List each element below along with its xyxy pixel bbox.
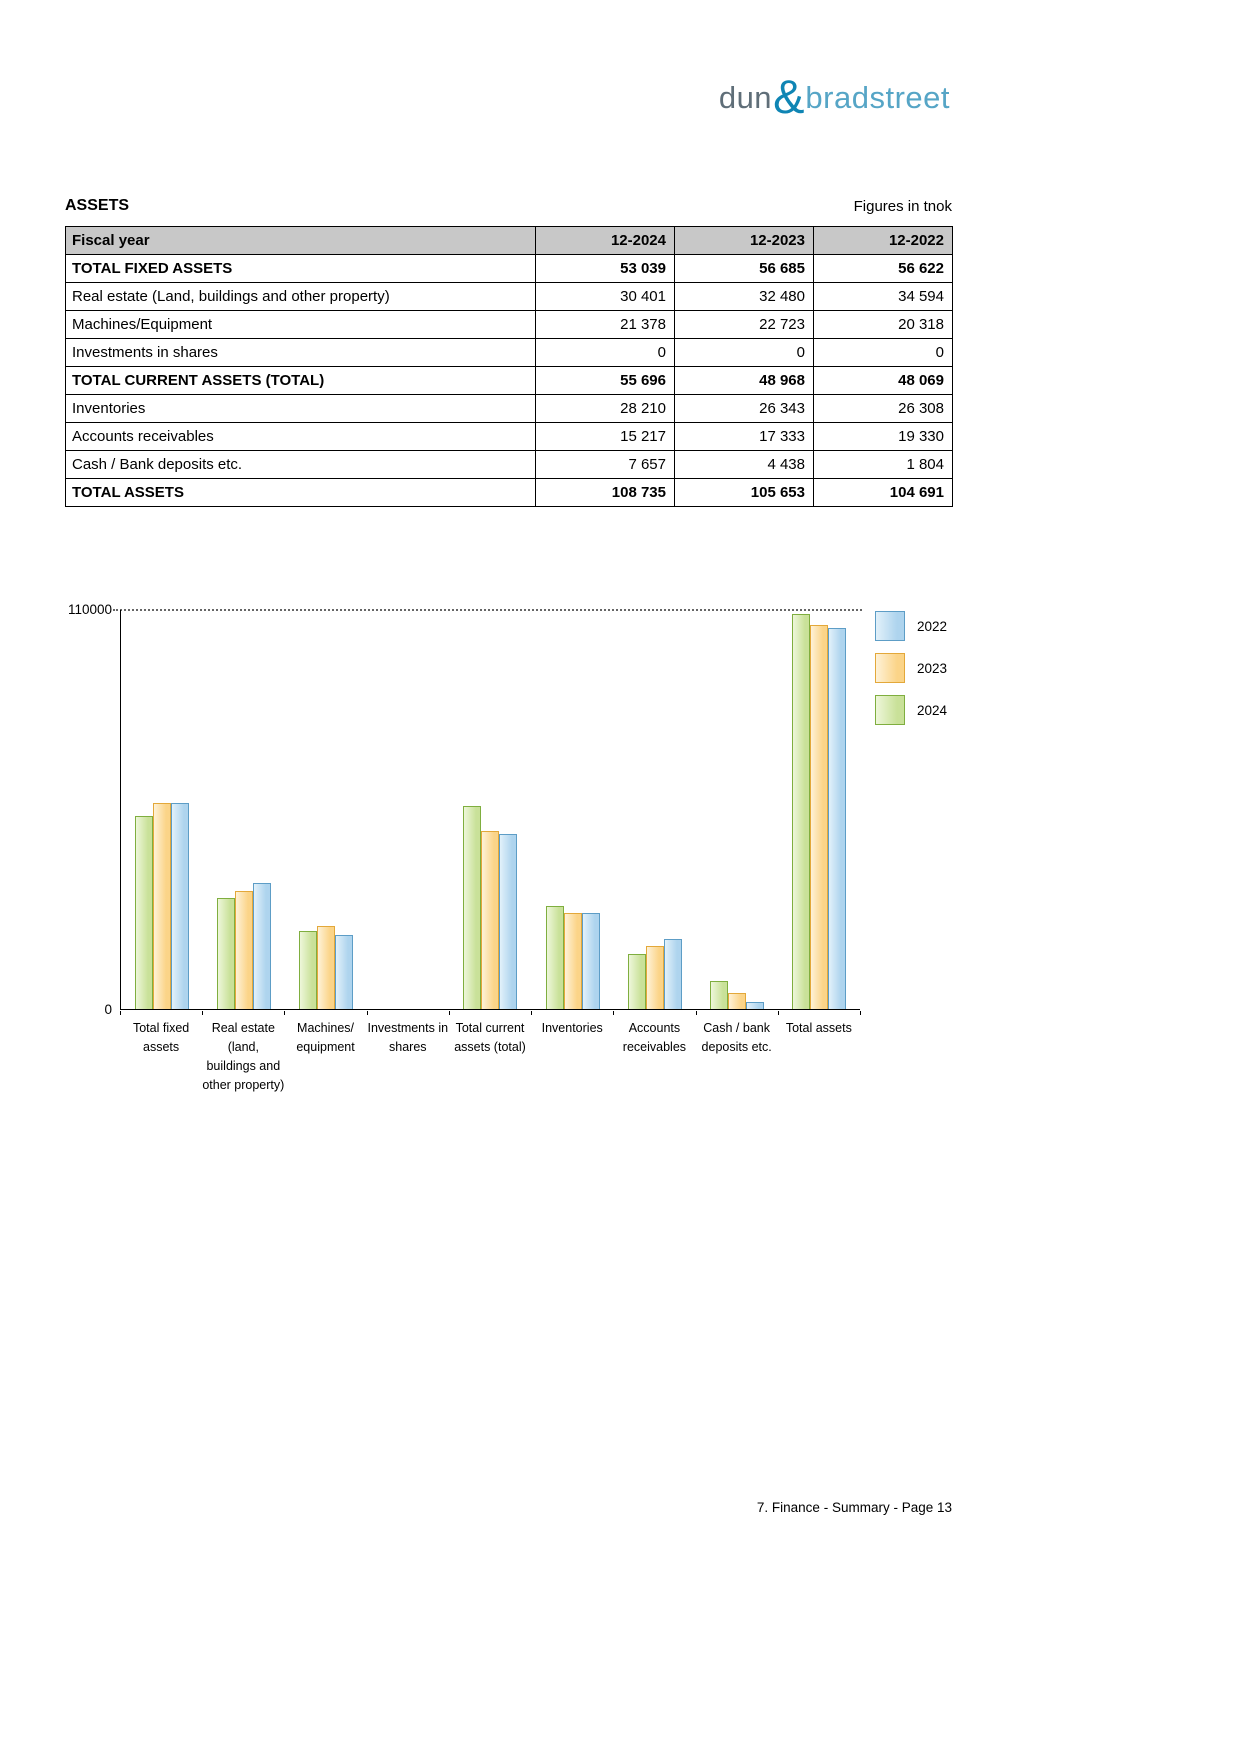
row-label: Investments in shares xyxy=(66,339,536,367)
row-label: Cash / Bank deposits etc. xyxy=(66,451,536,479)
x-axis-labels xyxy=(120,1019,860,1095)
bar-2022 xyxy=(664,939,682,1009)
legend-swatch-2024 xyxy=(875,695,905,725)
value-2022: 34 594 xyxy=(814,283,953,311)
row-label: Accounts receivables xyxy=(66,423,536,451)
row-label: TOTAL FIXED ASSETS xyxy=(66,255,536,283)
table-row-total-fixed-assets xyxy=(66,255,953,283)
chart-legend xyxy=(875,611,947,737)
assets-table xyxy=(65,226,953,507)
table-row-cash-bank-deposits xyxy=(66,451,953,479)
bar-2022 xyxy=(335,935,353,1009)
x-tick xyxy=(778,1011,779,1015)
x-tick xyxy=(531,1011,532,1015)
legend-item-2022 xyxy=(875,611,947,641)
chart-plot-area xyxy=(120,610,860,1010)
x-tick xyxy=(202,1011,203,1015)
x-label-3: Machines/ equipment xyxy=(296,1021,355,1054)
value-2022: 20 318 xyxy=(814,311,953,339)
value-2022: 19 330 xyxy=(814,423,953,451)
bar-group-6 xyxy=(532,610,614,1009)
legend-label: 2024 xyxy=(917,702,948,718)
bar-2023 xyxy=(235,891,253,1009)
table-row-machines-equipment xyxy=(66,311,953,339)
value-2022: 26 308 xyxy=(814,395,953,423)
table-row-total-assets xyxy=(66,479,953,507)
bar-2022 xyxy=(582,913,600,1009)
value-2024: 53 039 xyxy=(536,255,675,283)
legend-label: 2022 xyxy=(917,618,948,634)
bar-2024 xyxy=(628,954,646,1009)
logo-text-bradstreet: bradstreet xyxy=(805,80,950,115)
bar-2023 xyxy=(153,803,171,1009)
fiscal-year-header-cell: Fiscal year xyxy=(66,227,536,255)
x-label-5: Total current assets (total) xyxy=(454,1021,526,1054)
bar-2022 xyxy=(499,834,517,1009)
bar-group-8 xyxy=(696,610,778,1009)
x-tick xyxy=(120,1011,121,1015)
row-label: TOTAL CURRENT ASSETS (TOTAL) xyxy=(66,367,536,395)
row-label: TOTAL ASSETS xyxy=(66,479,536,507)
bar-2024 xyxy=(546,906,564,1009)
bar-2024 xyxy=(792,614,810,1009)
bar-group-1 xyxy=(121,610,203,1009)
row-label: Machines/Equipment xyxy=(66,311,536,339)
value-2023: 0 xyxy=(675,339,814,367)
x-tick xyxy=(696,1011,697,1015)
value-2024: 108 735 xyxy=(536,479,675,507)
year-header-2024: 12-2024 xyxy=(536,227,675,255)
x-tick xyxy=(860,1011,861,1015)
bar-2023 xyxy=(810,625,828,1009)
value-2023: 22 723 xyxy=(675,311,814,339)
x-label-6: Inventories xyxy=(541,1021,603,1035)
value-2023: 48 968 xyxy=(675,367,814,395)
x-label-2: Real estate (land, buildings and other property) xyxy=(202,1021,285,1092)
value-2023: 32 480 xyxy=(675,283,814,311)
bar-2024 xyxy=(299,931,317,1009)
value-2023: 4 438 xyxy=(675,451,814,479)
value-2023: 105 653 xyxy=(675,479,814,507)
value-2022: 104 691 xyxy=(814,479,953,507)
legend-swatch-2023 xyxy=(875,653,905,683)
bar-group-5 xyxy=(449,610,531,1009)
value-2024: 55 696 xyxy=(536,367,675,395)
value-2023: 26 343 xyxy=(675,395,814,423)
value-2022: 56 622 xyxy=(814,255,953,283)
figures-unit-note: Figures in tnok xyxy=(853,198,952,215)
table-row-inventories xyxy=(66,395,953,423)
value-2022: 48 069 xyxy=(814,367,953,395)
legend-item-2024 xyxy=(875,695,947,725)
value-2023: 56 685 xyxy=(675,255,814,283)
bar-2024 xyxy=(463,806,481,1009)
bar-2023 xyxy=(646,946,664,1009)
row-label: Real estate (Land, buildings and other property) xyxy=(66,283,536,311)
bar-group-4 xyxy=(367,610,449,1009)
y-axis-zero-label: 0 xyxy=(104,1002,112,1017)
value-2022: 1 804 xyxy=(814,451,953,479)
x-label-4: Investments in shares xyxy=(367,1021,449,1054)
legend-label: 2023 xyxy=(917,660,948,676)
x-label-8: Cash / bank deposits etc. xyxy=(701,1021,772,1054)
bar-2024 xyxy=(135,816,153,1009)
bar-group-2 xyxy=(203,610,285,1009)
table-row-real-estate xyxy=(66,283,953,311)
bar-2022 xyxy=(171,803,189,1009)
x-label-9: Total assets xyxy=(785,1021,852,1035)
value-2024: 30 401 xyxy=(536,283,675,311)
value-2024: 28 210 xyxy=(536,395,675,423)
bar-2022 xyxy=(828,628,846,1009)
bar-2024 xyxy=(217,898,235,1009)
table-row-investments-in-shares xyxy=(66,339,953,367)
x-tick xyxy=(284,1011,285,1015)
value-2024: 15 217 xyxy=(536,423,675,451)
bar-group-9 xyxy=(778,610,860,1009)
bar-2023 xyxy=(728,993,746,1009)
y-axis-max-label: 110000 xyxy=(67,602,112,617)
year-header-2023: 12-2023 xyxy=(675,227,814,255)
value-2024: 21 378 xyxy=(536,311,675,339)
assets-bar-chart xyxy=(67,602,970,1130)
value-2022: 0 xyxy=(814,339,953,367)
value-2024: 7 657 xyxy=(536,451,675,479)
bar-2023 xyxy=(564,913,582,1009)
x-tick xyxy=(449,1011,450,1015)
table-row-total-current-assets xyxy=(66,367,953,395)
bar-2024 xyxy=(710,981,728,1009)
bar-2023 xyxy=(317,926,335,1009)
legend-item-2023 xyxy=(875,653,947,683)
legend-swatch-2022 xyxy=(875,611,905,641)
table-row-accounts-receivables xyxy=(66,423,953,451)
x-axis-ticks xyxy=(120,1011,861,1017)
value-2023: 17 333 xyxy=(675,423,814,451)
x-label-7: Accounts receivables xyxy=(622,1021,687,1054)
x-tick xyxy=(367,1011,368,1015)
section-title: ASSETS xyxy=(65,197,130,214)
bar-2022 xyxy=(253,883,271,1009)
bar-2022 xyxy=(746,1002,764,1009)
logo-ampersand-icon: & xyxy=(773,70,805,123)
logo-text-dun: dun xyxy=(718,80,773,115)
year-header-2022: 12-2022 xyxy=(814,227,953,255)
x-tick xyxy=(613,1011,614,1015)
table-header-row xyxy=(66,227,953,255)
page-footer: 7. Finance - Summary - Page 13 xyxy=(756,1500,952,1515)
bar-group-7 xyxy=(614,610,696,1009)
x-label-1: Total fixed assets xyxy=(132,1021,190,1054)
row-label: Inventories xyxy=(66,395,536,423)
section-header xyxy=(65,197,952,215)
bar-group-3 xyxy=(285,610,367,1009)
dun-bradstreet-logo xyxy=(718,64,950,123)
value-2024: 0 xyxy=(536,339,675,367)
bar-2023 xyxy=(481,831,499,1009)
